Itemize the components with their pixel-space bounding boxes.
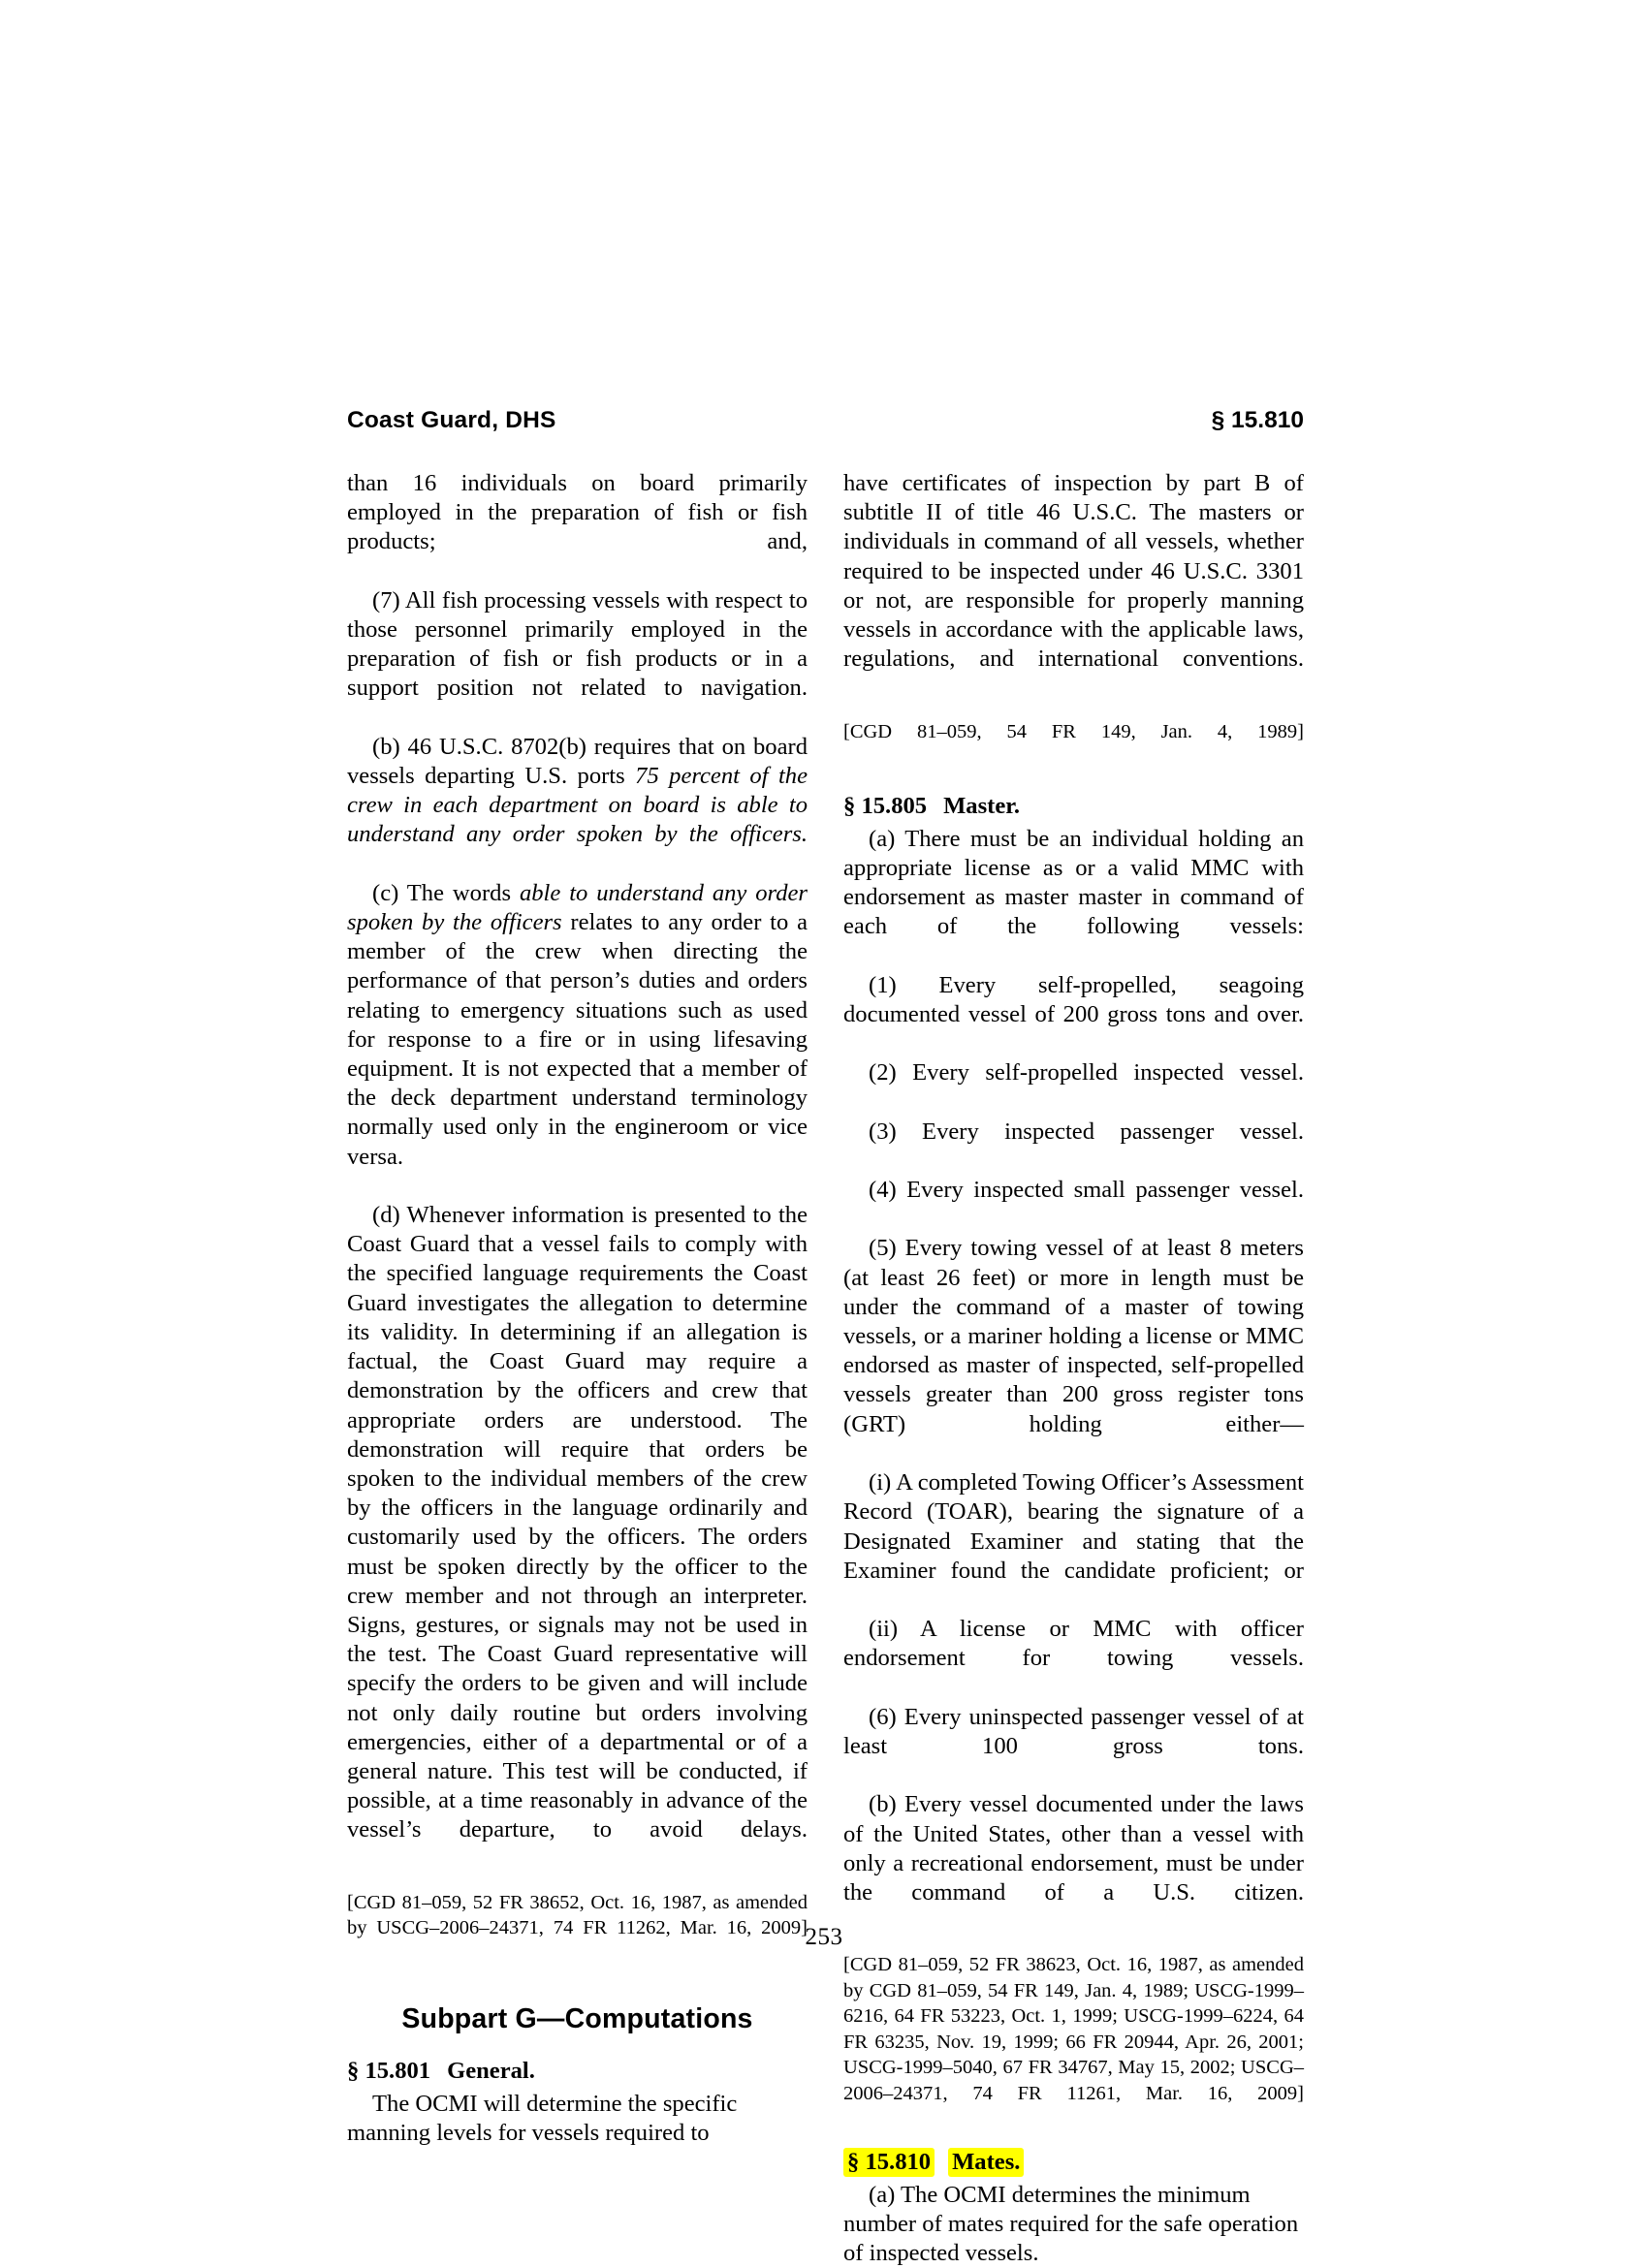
paragraph-15-805-item-3: (3) Every inspected passenger vessel. [869, 1118, 1304, 1145]
paragraph-15-805-item-6: (6) Every uninspected passenger vessel of at least 100 gross tons. [843, 1703, 1304, 1759]
paragraph-continued-right: have certificates of inspection by part B of subtitle II of title 46 U.S.C. The masters or individuals in command of all vessels, whether required to be inspected under 46 U.S.C. 3301 or not, are responsible for properly manning vessels in accordance with the applicable laws, regulations, and international conventions. [843, 470, 1304, 673]
section-heading-15-801 [347, 2057, 808, 2086]
paragraph-15-805-item-1: (1) Every self-propelled, seagoing documented vessel of 200 gross tons and over. [843, 971, 1304, 1027]
two-column-body [347, 469, 1304, 2268]
paragraph-item-7: (7) All fish processing vessels with respect to those personnel primarily employed in the preparation of fish or fish products or in a support position not related to navigation. [347, 586, 808, 702]
paragraph-15-805-item-2: (2) Every self-propelled inspected vessel. [869, 1059, 1304, 1087]
citation-right-top: [CGD 81–059, 54 FR 149, Jan. 4, 1989] [843, 720, 1304, 742]
section-number-15-801: § 15.801 [347, 2058, 431, 2085]
paragraph-15-805-b: (b) Every vessel documented under the laws of the United States, other than a vessel with only a recreational endorsement, must be under the command of a U.S. citizen. [843, 1791, 1304, 1906]
paragraph-15-805-a: (a) There must be an individual holding an appropriate license as or a valid MMC with endorsement as master master in command of each of the following vessels: [843, 825, 1304, 940]
section-heading-15-805 [843, 792, 1304, 821]
paragraph-15-805-item-5-i: (i) A completed Towing Officer’s Assessment Record (TOAR), bearing the signature of a Designated Examiner and stating that the Examiner found the candidate proficient; or [843, 1469, 1304, 1584]
section-title-15-805: Master. [943, 792, 1021, 819]
paragraph-15-805-item-5: (5) Every towing vessel of at least 8 meters (at least 26 feet) or more in length must be under the command of a master of towing vessels, or a mariner holding a license or MMC endorsed as master of inspected, self-propelled vessels greater than 200 gross register tons (GRT) holding either— [843, 1235, 1304, 1437]
paragraph-c-rest: relates to any order to a member of the crew when directing the performance of that person’s duties and orders relating to emergency situations such as used for response to a fire or in using lifesaving equipment. It is not expected that a member of the deck department understand terminology normally used only in the engineroom or vice versa. [347, 909, 808, 1170]
running-head [347, 407, 1304, 434]
right-column [843, 469, 1304, 2268]
paragraph-b [347, 733, 808, 879]
section-number-15-805: § 15.805 [843, 792, 928, 819]
page-number: 253 [805, 1924, 843, 1950]
paragraph-b-lead: (b) 46 U.S.C. 8702(b) requires that on board vessels departing U.S. ports [347, 733, 808, 790]
paragraph-continued: than 16 individuals on board primarily employed in the preparation of fish or fish products; and, [347, 470, 808, 555]
paragraph-15-810-a: (a) The OCMI determines the minimum number of mates required for the safe operation of inspected vessels. [843, 2181, 1299, 2267]
left-column [347, 469, 808, 2268]
section-heading-15-810 [843, 2148, 1304, 2177]
paragraph-15-801-body: The OCMI will determine the specific manning levels for vessels required to [347, 2091, 738, 2147]
paragraph-c-italic: able to understand any order spoken by the officers [347, 879, 808, 936]
citation-15-805: [CGD 81–059, 52 FR 38623, Oct. 16, 1987, as amended by CGD 81–059, 54 FR 149, Jan. 4, 1989; USCG-1999–6216, 64 FR 53223, Oct. 1, 1999; USCG-1999–6224, 64 FR 63235, Nov. 19, 1999; 66 FR 20944, Apr. 26, 2001; USCG-1999–5040, 67 FR 34767, May 15, 2002; USCG–2006–24371, 74 FR 11261, Mar. 16, 2009] [843, 1954, 1304, 2104]
citation-left: [CGD 81–059, 52 FR 38652, Oct. 16, 1987, as amended by USCG–2006–24371, 74 FR 11262, Mar. 16, 2009] [347, 1891, 808, 1939]
section-title-15-810: Mates. [948, 2148, 1024, 2177]
subpart-heading: Subpart G—Computations [401, 2003, 753, 2035]
section-title-15-801: General. [447, 2058, 535, 2085]
paragraph-15-805-item-5-ii: (ii) A license or MMC with officer endorsement for towing vessels. [843, 1616, 1304, 1672]
paragraph-d: (d) Whenever information is presented to the Coast Guard that a vessel fails to comply with the specified language requirements the Coast Guard investigates the allegation to determine its validity. In determining if an allegation is factual, the Coast Guard may require a demonstration by the officers and crew that appropriate orders are understood. The demonstration will require that orders be spoken to the individual members of the crew by the officers in the language ordinarily and customarily used by the officers. The orders must be spoken directly by the officer to the crew member and not through an interpreter. Signs, gestures, or signals may not be used in the test. The Coast Guard representative will specify the orders to be given and will include not only daily routine but orders involving emergencies, either of a departmental or of a general nature. This test will be conducted, if possible, at a time reasonably in advance of the vessel’s departure, to avoid delays. [347, 1202, 808, 1843]
paragraph-b-italic: 75 percent of the crew in each department on board is able to understand any order spoken by the officers. [347, 763, 808, 848]
running-head-left: Coast Guard, DHS [347, 407, 556, 433]
paragraph-15-805-item-4: (4) Every inspected small passenger vessel. [869, 1177, 1304, 1204]
section-number-15-810: § 15.810 [843, 2148, 935, 2177]
running-head-right: § 15.810 [1211, 407, 1304, 433]
paragraph-c [347, 879, 808, 1201]
paragraph-c-lead: (c) The words [372, 879, 520, 906]
